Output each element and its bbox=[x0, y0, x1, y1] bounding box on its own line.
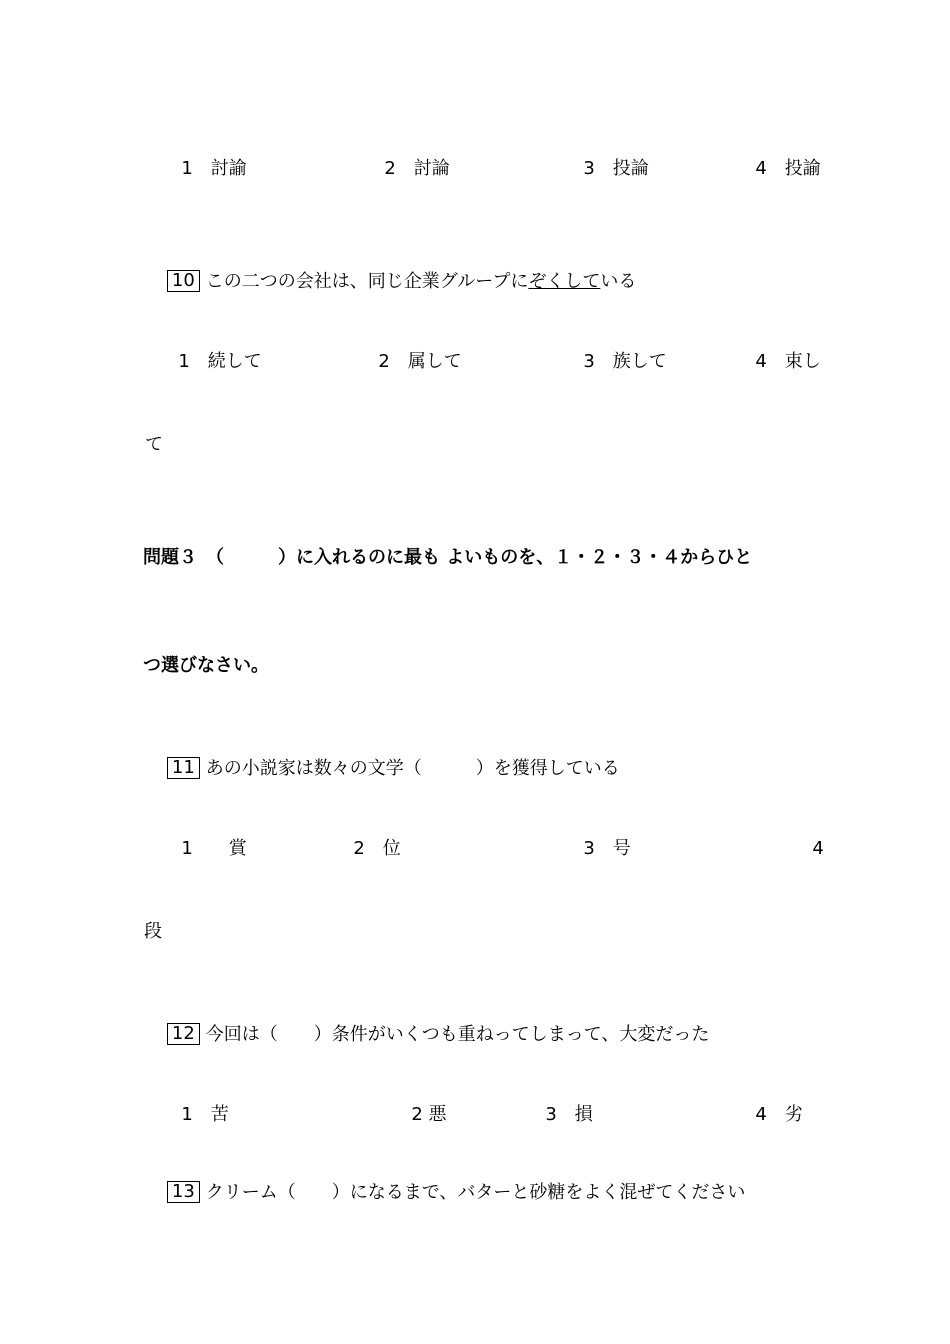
q11-stem bbox=[144, 733, 620, 779]
option-text: 束し bbox=[784, 351, 821, 372]
option-text: 投諭 bbox=[784, 158, 821, 179]
option-number: 2 bbox=[384, 158, 396, 179]
option-text: 悪 bbox=[428, 1104, 447, 1125]
option-number: 4 bbox=[755, 1104, 767, 1125]
option-text: 族して bbox=[612, 351, 667, 372]
option-number: 1 bbox=[181, 838, 193, 859]
q11-text: あの小説家は数々の文学（ ）を獲得している bbox=[205, 758, 620, 779]
q11-option-2[interactable] bbox=[319, 813, 401, 885]
option-number: 2 bbox=[353, 838, 365, 859]
option-text: 劣 bbox=[784, 1104, 803, 1125]
option-number: 1 bbox=[181, 1104, 193, 1125]
q10-text-before: この二つの会社は、同じ企業グループに bbox=[205, 271, 529, 292]
q10-option-4[interactable] bbox=[721, 326, 821, 398]
option-text: 討論 bbox=[413, 158, 450, 179]
option-number: 1 bbox=[181, 158, 193, 179]
question-number-box: 11 bbox=[167, 757, 200, 779]
q12-option-4[interactable] bbox=[721, 1079, 803, 1151]
option-text: 損 bbox=[574, 1104, 593, 1125]
q10-underlined-word: ぞくして bbox=[528, 271, 601, 292]
q12-text: 今回は（ ）条件がいくつも重ねってしまって、大変だった bbox=[205, 1024, 710, 1045]
option-text: 属して bbox=[407, 351, 462, 372]
question-number-box: 13 bbox=[167, 1181, 200, 1203]
option-number: 4 bbox=[755, 351, 767, 372]
option-text: 位 bbox=[382, 838, 401, 859]
option-number: 3 bbox=[545, 1104, 557, 1125]
option-number: 3 bbox=[583, 158, 595, 179]
q13-text: クリーム（ ）になるまで、バターと砂糖をよく混ぜてください bbox=[205, 1182, 746, 1203]
q12-option-3[interactable] bbox=[511, 1079, 593, 1151]
option-text: 討諭 bbox=[210, 158, 247, 179]
q9-option-4[interactable] bbox=[721, 133, 821, 205]
option-number: 2 bbox=[411, 1104, 423, 1125]
q11-option-3[interactable] bbox=[549, 813, 631, 885]
option-text: 賞 bbox=[228, 838, 247, 859]
option-number: 4 bbox=[755, 158, 767, 179]
q11-option-1[interactable] bbox=[147, 813, 247, 885]
option-number: 3 bbox=[583, 351, 595, 372]
q12-stem bbox=[144, 999, 710, 1045]
option-text: 号 bbox=[612, 838, 631, 859]
option-text: 続して bbox=[207, 351, 262, 372]
q9-option-2[interactable] bbox=[350, 133, 450, 205]
q10-text-after: いる bbox=[600, 271, 637, 292]
question-number-box: 12 bbox=[167, 1023, 200, 1045]
option-text: 苦 bbox=[210, 1104, 229, 1125]
q10-stem bbox=[144, 246, 637, 292]
option-number: 2 bbox=[378, 351, 390, 372]
q9-option-3[interactable] bbox=[549, 133, 649, 205]
q13-stem bbox=[144, 1157, 746, 1203]
option-number: 1 bbox=[178, 351, 190, 372]
option-text: 投論 bbox=[612, 158, 649, 179]
q11-wrap-text: 段 bbox=[144, 921, 162, 942]
q10-option-1[interactable] bbox=[144, 326, 262, 398]
option-number: 3 bbox=[583, 838, 595, 859]
q9-option-1[interactable] bbox=[147, 133, 247, 205]
section-heading-continued: つ選びなさい。 bbox=[143, 655, 269, 676]
q12-option-1[interactable] bbox=[147, 1079, 229, 1151]
question-number-box: 10 bbox=[167, 270, 200, 292]
q10-wrap-text: て bbox=[145, 434, 163, 455]
section-heading: 問題３ （ ）に入れるのに最も よいものを、１・２・３・４からひと bbox=[143, 547, 753, 568]
q10-option-2[interactable] bbox=[344, 326, 462, 398]
q11-option-4[interactable] bbox=[778, 813, 824, 885]
q12-option-2[interactable] bbox=[377, 1079, 447, 1151]
q10-option-3[interactable] bbox=[549, 326, 667, 398]
option-number: 4 bbox=[812, 838, 824, 859]
